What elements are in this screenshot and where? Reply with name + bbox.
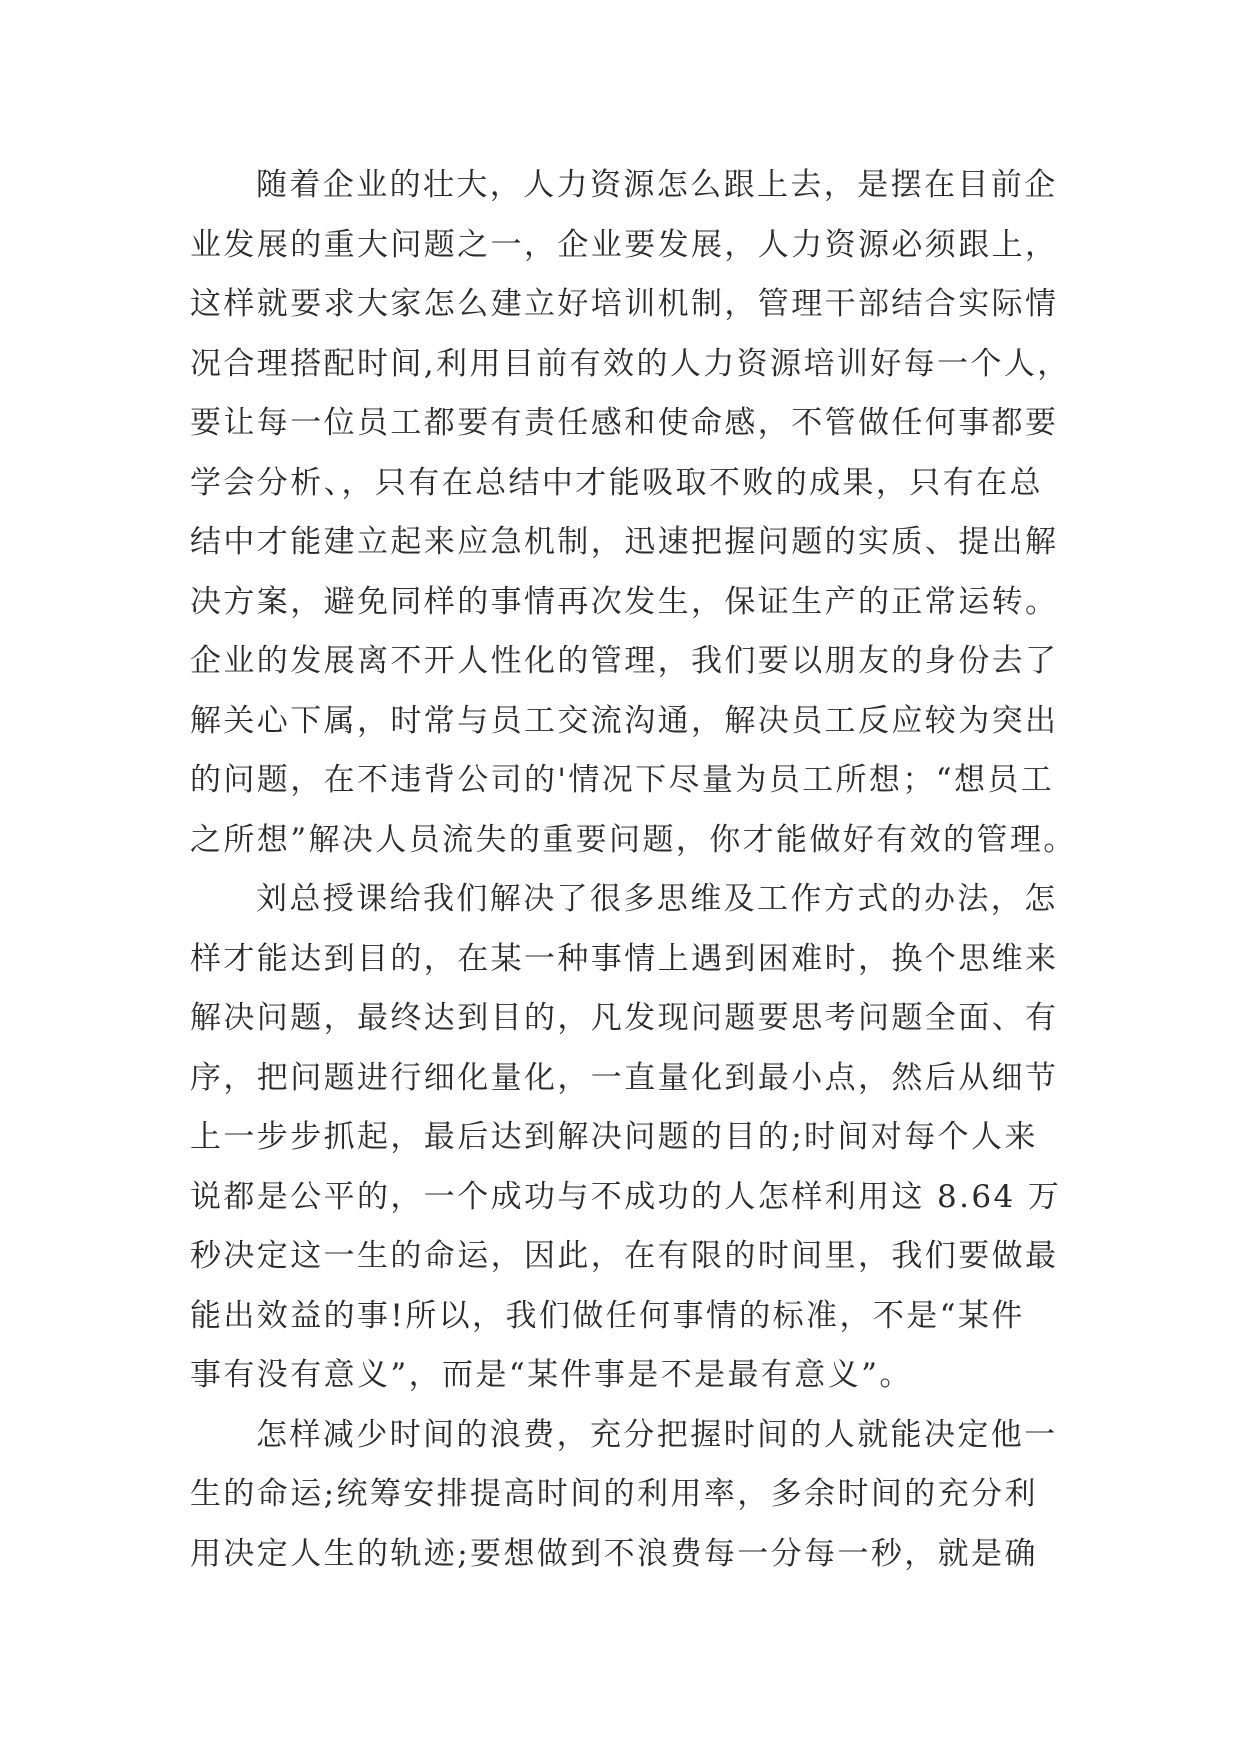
text-line: 要让每一位员工都要有责任感和使命感，不管做任何事都要: [190, 405, 1059, 441]
text-line: 学会分析、，只有在总结中才能吸取不败的成果，只有在总: [190, 464, 1043, 501]
paragraph-2: [190, 870, 1060, 1406]
text-line: 之所想”解决人员流失的重要问题，你才能做好有效的管理。: [190, 821, 1077, 858]
text-line: 用决定人生的轨迹;要想做到不浪费每一分每一秒，就是确: [190, 1535, 1038, 1572]
text-line: 的问题，在不违背公司的'情况下尽量为员工所想；“想员工: [190, 762, 1055, 798]
text-line: 序，把问题进行细化量化，一直量化到最小点，然后从细节: [190, 1059, 1059, 1096]
text-line: 上一步步抓起，最后达到解决问题的目的;时间对每个人来: [190, 1119, 1038, 1155]
text-line: 能出效益的事!所以，我们做任何事情的标准，不是“某件: [190, 1297, 1025, 1334]
text-line: 结中才能建立起来应急机制，迅速把握问题的实质、提出解: [190, 524, 1059, 560]
paragraph-3: [190, 1406, 1060, 1585]
text-line: 业发展的重大问题之一，企业要发展，人力资源必须跟上，: [190, 226, 1059, 263]
text-line: 样才能达到目的，在某一种事情上遇到困难时，换个思维来: [190, 940, 1059, 977]
text-line: 刘总授课给我们解决了很多思维及工作方式的办法，怎: [256, 881, 1058, 917]
document-body: [190, 156, 1077, 1584]
text-line: 生的命运;统筹安排提高时间的利用率，多余时间的充分利: [190, 1476, 1038, 1512]
text-line: 说都是公平的，一个成功与不成功的人怎样利用这 8.64 万: [190, 1178, 1062, 1215]
text-line: 况合理搭配时间,利用目前有效的人力资源培训好每一个人，: [190, 345, 1071, 382]
text-line: 决方案，避免同样的事情再次发生，保证生产的正常运转。: [190, 583, 1059, 620]
text-line: 企业的发展离不开人性化的管理，我们要以朋友的身份去了: [190, 643, 1059, 679]
text-line: 解关心下属，时常与员工交流沟通，解决员工反应较为突出: [190, 702, 1059, 739]
paragraph-1: [190, 156, 1077, 870]
text-line: 怎样减少时间的浪费，充分把握时间的人就能决定他一: [256, 1416, 1058, 1453]
text-line: 事有没有意义”，而是“某件事是不是最有意义”。: [190, 1357, 913, 1393]
text-line: 秒决定这一生的命运，因此，在有限的时间里，我们要做最: [190, 1238, 1059, 1274]
text-line: 随着企业的壮大，人力资源怎么跟上去，是摆在目前企: [256, 167, 1058, 203]
text-line: 解决问题，最终达到目的，凡发现问题要思考问题全面、有: [190, 1000, 1059, 1036]
text-line: 这样就要求大家怎么建立好培训机制，管理干部结合实际情: [190, 286, 1059, 322]
